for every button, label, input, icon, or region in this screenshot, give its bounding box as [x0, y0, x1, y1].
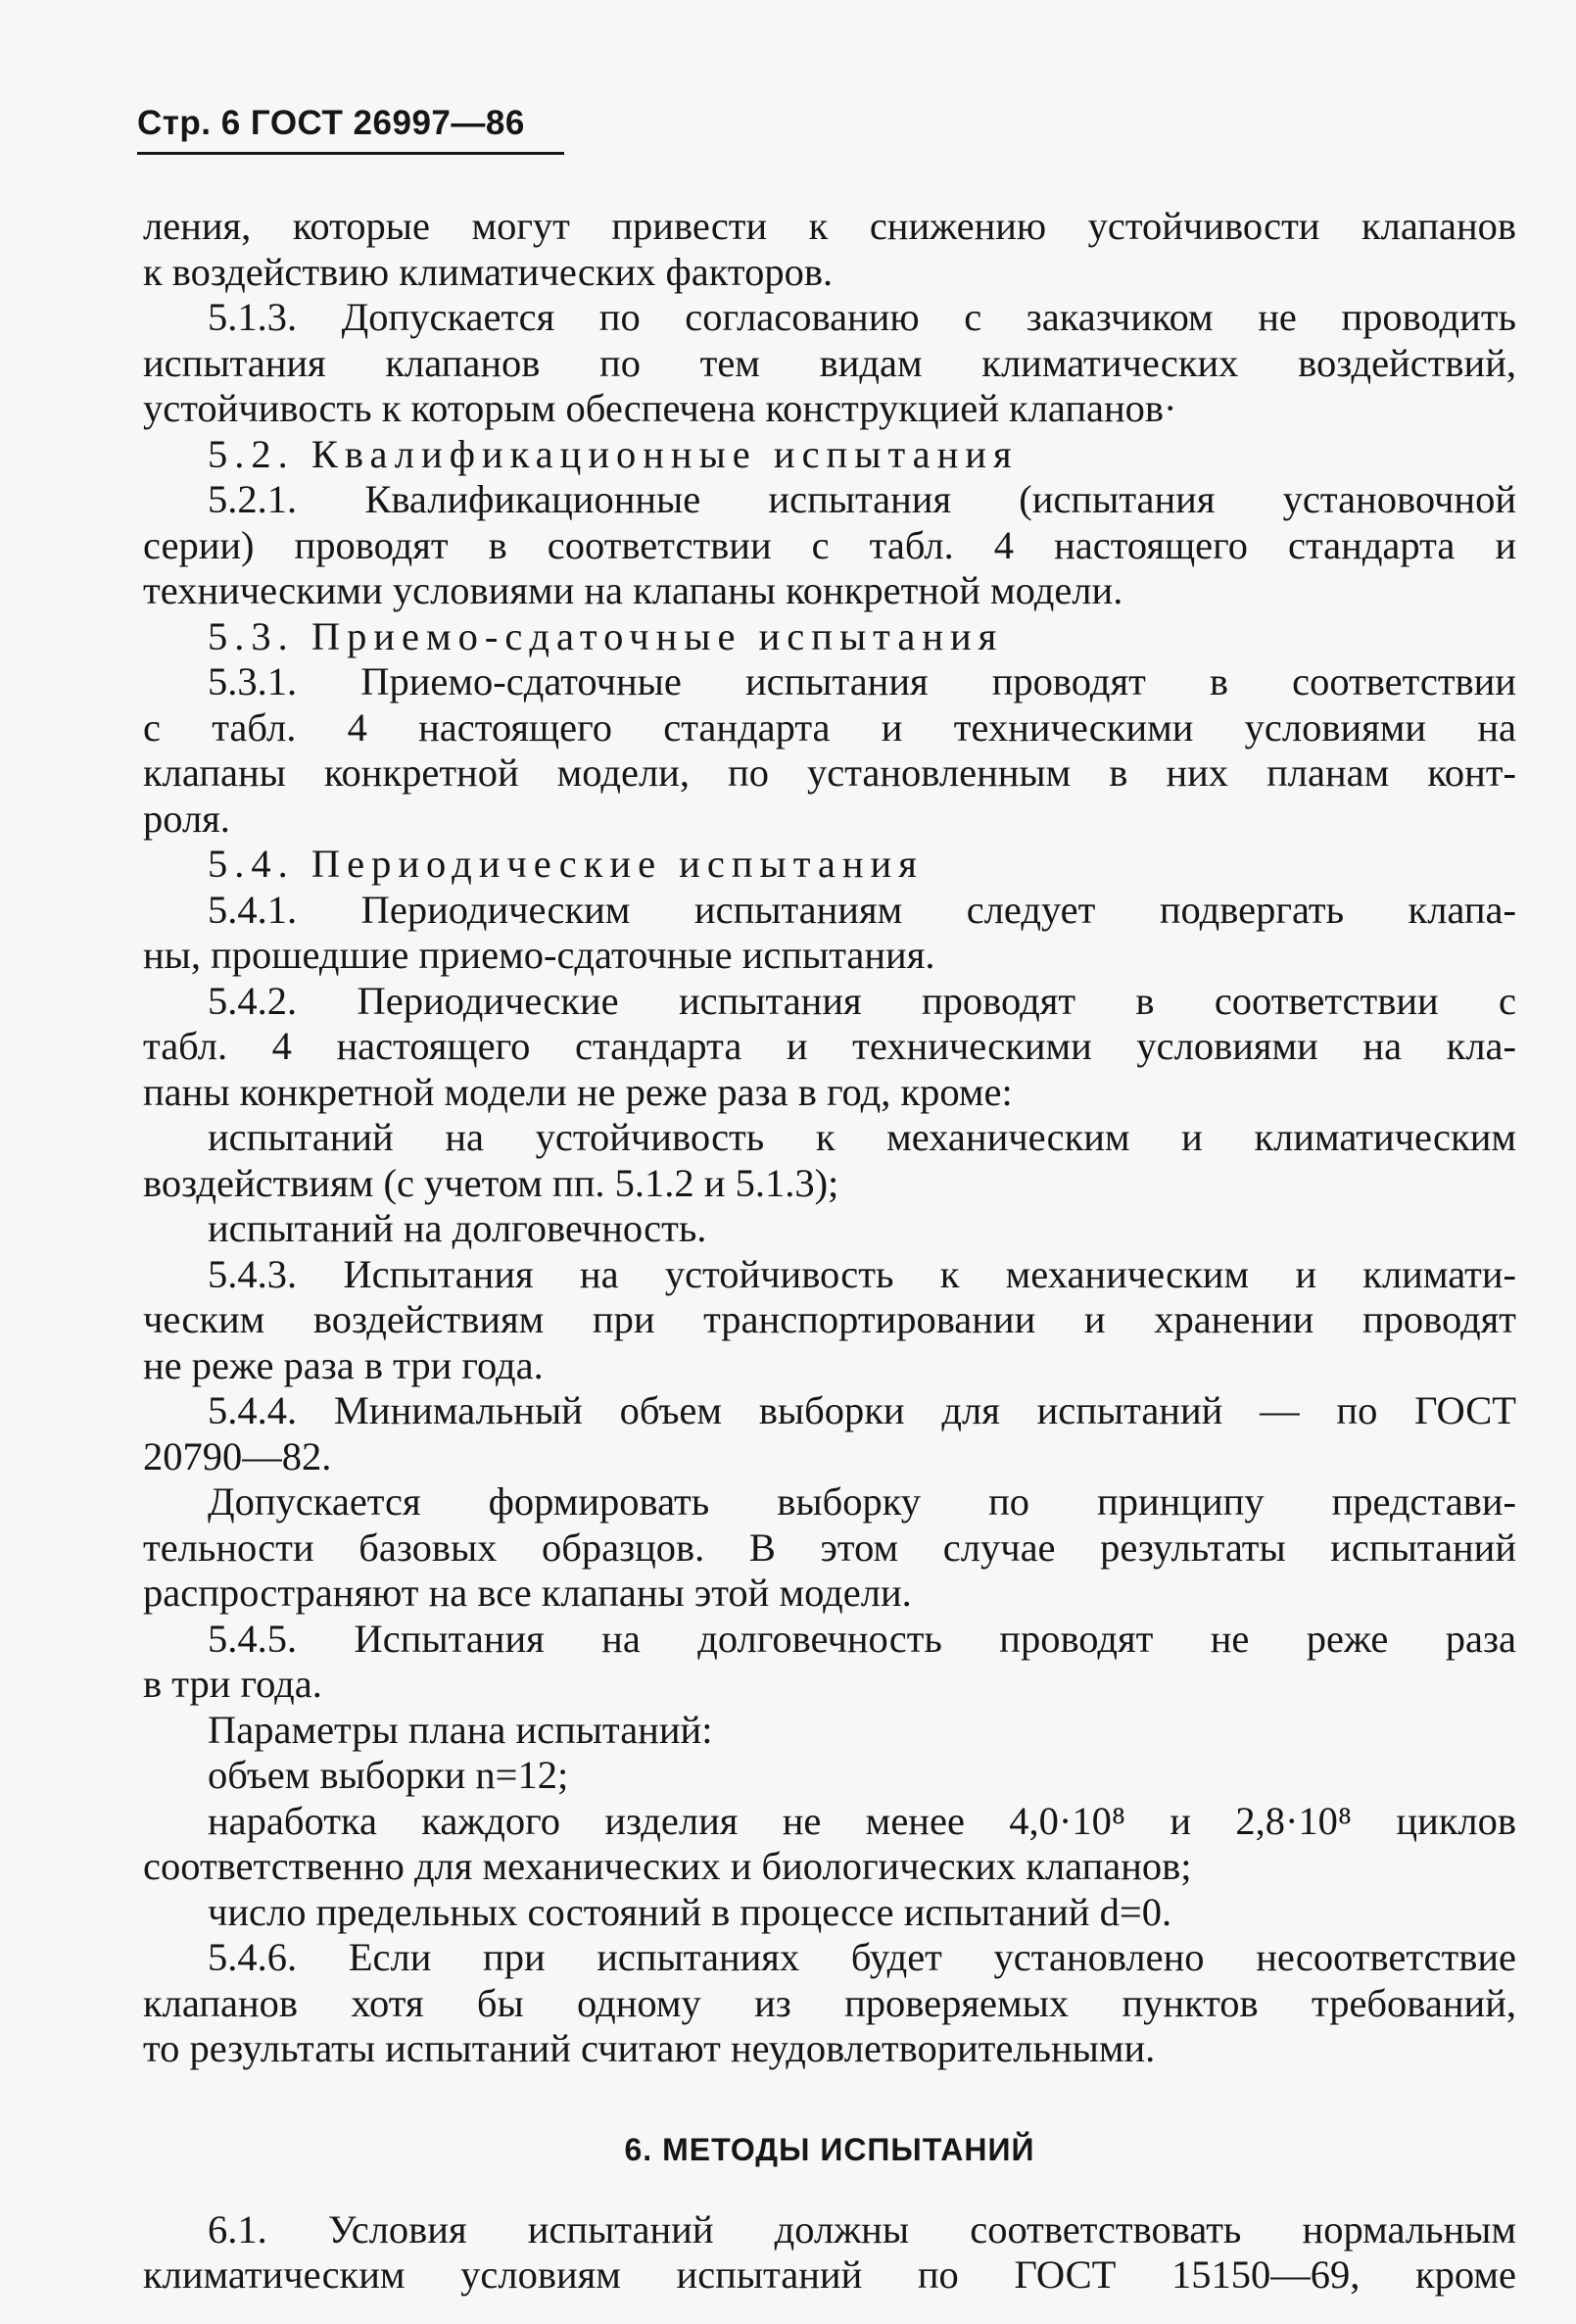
text-line: не реже раза в три года. — [143, 1342, 544, 1387]
text-line: к воздействию климатических факторов. — [143, 249, 834, 294]
text-line: техническими условиями на клапаны конкретной модели. — [143, 568, 1123, 612]
text-line: ления, которые могут привести к снижению устойчивости клапанов — [143, 204, 1516, 248]
text-line: клапаны конкретной модели, по установленным в них планам конт- — [143, 750, 1516, 795]
text-line: Параметры плана испытаний: — [208, 1707, 713, 1752]
text-line: с табл. 4 настоящего стандарта и техническими условиями на — [143, 704, 1516, 750]
text-line: тельности базовых образцов. В этом случае результаты испытаний — [143, 1525, 1516, 1570]
text-line: 20790—82. — [143, 1433, 332, 1478]
header-rule — [137, 152, 564, 155]
text-line: 5.4.2. Периодические испытания проводят в соответствии с — [208, 978, 1516, 1023]
text-line: объем выборки n=12; — [208, 1753, 569, 1797]
text-line: 5.4.5. Испытания на долговечность проводят не реже раза — [208, 1616, 1516, 1661]
section-spacer — [143, 2072, 1516, 2127]
text-line: клапанов хотя бы одному из проверяемых пунктов требований, — [143, 1980, 1516, 2025]
text-line: распространяют на все клапаны этой модели. — [143, 1571, 912, 1615]
text-line: воздействиям (с учетом пп. 5.1.2 и 5.1.3); — [143, 1160, 839, 1205]
text-line: то результаты испытаний считают неудовлетворительными. — [143, 2026, 1156, 2070]
text-line: табл. 4 настоящего стандарта и техническими условиями на кла- — [143, 1024, 1516, 1068]
body-text — [143, 204, 1516, 2072]
text-line: испытания клапанов по тем видам климатических воздействий, — [143, 340, 1516, 385]
text-line: роля. — [143, 796, 230, 841]
document-body — [143, 204, 1516, 2299]
text-line: 5.1.3. Допускается по согласованию с заказчиком не проводить — [208, 295, 1516, 339]
text-line: число предельных состояний в процессе испытаний d=0. — [208, 1889, 1172, 1934]
text-line: 5.4. Периодические испытания — [208, 842, 924, 886]
text-line: соответственно для механических и биологических клапанов; — [143, 1844, 1192, 1888]
text-line: климатическим условиям испытаний по ГОСТ 15150—69, кроме — [143, 2252, 1516, 2297]
text-line: 5.4.3. Испытания на устойчивость к механическим и климати- — [208, 1251, 1516, 1296]
text-line: наработка каждого изделия не менее 4,0·10⁸ и 2,8·10⁸ циклов — [208, 1798, 1516, 1843]
text-line: 5.2. Квалификационные испытания — [208, 431, 1019, 476]
page-header: Стр. 6 ГОСТ 26997—86 — [137, 104, 525, 142]
section-title-spacer — [143, 2172, 1516, 2207]
text-line: 5.4.4. Минимальный объем выборки для испытаний — по ГОСТ — [208, 1388, 1516, 1432]
text-line: 5.3.1. Приемо-сдаточные испытания проводят в соответствии — [208, 659, 1516, 703]
text-line: серии) проводят в соответствии с табл. 4 настоящего стандарта и — [143, 522, 1516, 567]
text-line: 5.2.1. Квалификационные испытания (испытания установочной — [208, 477, 1516, 521]
text-line: испытаний на устойчивость к механическим и климатическим — [208, 1115, 1516, 1159]
text-line: ческим воздействиям при транспортировании и хранении проводят — [143, 1297, 1516, 1341]
text-line: паны конкретной модели не реже раза в год, кроме: — [143, 1069, 1013, 1114]
text-line: 5.4.1. Периодическим испытаниям следует подвергать клапа- — [208, 887, 1516, 932]
text-line: ны, прошедшие приемо-сдаточные испытания. — [143, 933, 935, 977]
text-line: 6.1. Условия испытаний должны соответствовать нормальным — [208, 2206, 1516, 2251]
text-line: 5.4.6. Если при испытаниях будет установлено несоответствие — [208, 1935, 1516, 1979]
section-title: 6. МЕТОДЫ ИСПЫТАНИЙ — [624, 2131, 1035, 2167]
text-line: в три года. — [143, 1662, 322, 1706]
text-line: 5.3. Приемо-сдаточные испытания — [208, 613, 1004, 658]
text-line: Допускается формировать выборку по принципу представи- — [208, 1479, 1516, 1524]
text-line: устойчивость к которым обеспечена конструкцией клапанов· — [143, 386, 1177, 430]
text-line: испытаний на долговечность. — [208, 1206, 707, 1250]
section-6-text — [143, 2207, 1516, 2299]
